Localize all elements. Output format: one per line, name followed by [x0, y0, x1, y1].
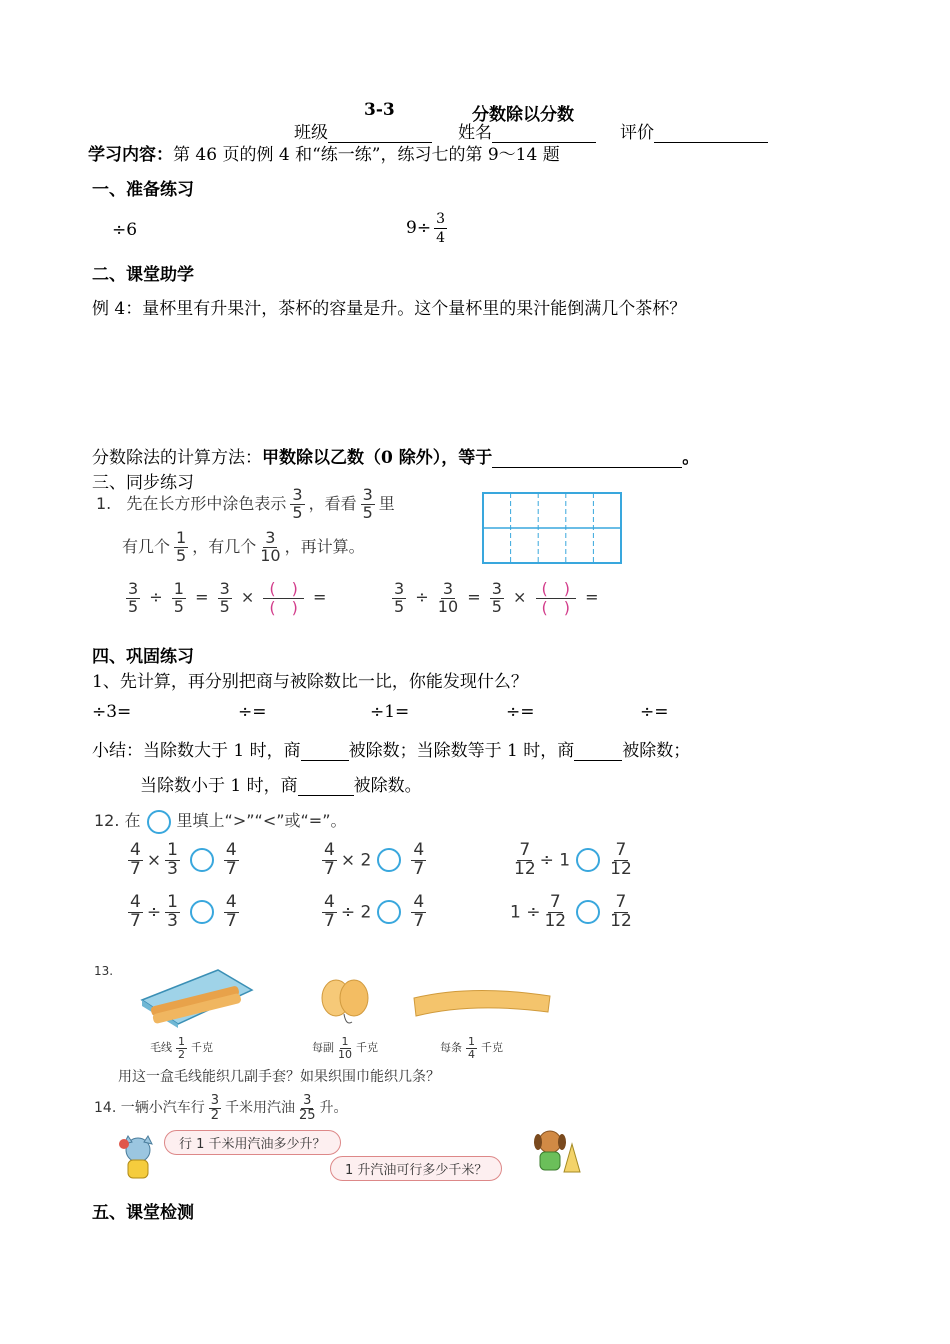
summary-text: 当除数小于 1 时，商	[140, 776, 298, 796]
summary-blank[interactable]	[298, 795, 354, 796]
fraction: $\frac{3}{5}$	[292, 485, 303, 522]
class-label: 班级	[294, 123, 328, 143]
exercise-text: ，看看	[308, 493, 357, 513]
fraction: $\frac{3}{10}$	[437, 578, 459, 616]
study-content-text: 第 46 页的例 4 和“练一练”，练习七的第 9～14 题	[173, 145, 560, 165]
operator: ×	[240, 587, 255, 607]
method-prefix: 分数除法的计算方法：	[92, 448, 262, 468]
compare-row-2a: $\frac{4}{7}$ ÷ $\frac{1}{3}$ $\frac{4}{7}$	[130, 892, 237, 931]
study-content-label: 学习内容：	[88, 145, 173, 165]
lesson-title: 分数除以分数	[472, 105, 574, 125]
fraction: $\frac{1}{5}$	[176, 528, 187, 565]
summary-text: 被除数；	[622, 741, 691, 761]
exercise-1-line2	[122, 530, 365, 565]
speech-bubble-dog: 1 升汽油可行多少千米？	[330, 1156, 502, 1181]
section-1-title: 一、准备练习	[92, 180, 194, 200]
fraction: $\frac{1}{5}$	[173, 578, 184, 616]
gloves-label: 每副 $\frac{1}{10}$ 千克	[312, 1035, 378, 1061]
eval-label: 评价	[620, 123, 654, 143]
exercise-text: 有几个	[122, 536, 171, 556]
method-blank[interactable]	[492, 467, 682, 468]
exercise-13-number: 13.	[94, 964, 114, 978]
cat-character-image	[116, 1134, 164, 1184]
operator: =	[467, 587, 481, 607]
dog-character-image	[530, 1128, 582, 1176]
exercise-text: ，有几个	[192, 536, 257, 556]
denominator: 4	[436, 230, 445, 246]
fraction: $\frac{3}{5}$	[491, 578, 502, 616]
operator: =	[195, 587, 209, 607]
name-label: 姓名	[458, 123, 492, 143]
compare-circle[interactable]	[576, 900, 600, 924]
fraction: $\frac{3}{5}$	[394, 578, 405, 616]
operator: =	[312, 587, 327, 607]
lesson-number: 3-3	[364, 100, 395, 120]
fraction: $\frac{3}{5}$	[128, 578, 139, 616]
section-5-title: 五、课堂检测	[92, 1203, 194, 1223]
section-2-title: 二、课堂助学	[92, 265, 194, 285]
summary-text: 小结：当除数大于 1 时，商	[92, 741, 301, 761]
yarn-label: 毛线 $\frac{1}{2}$ 千克	[150, 1035, 213, 1061]
compare-row-2b: $\frac{4}{7}$ ÷ 2 $\frac{4}{7}$	[324, 892, 425, 931]
summary-text: 被除数；当除数等于 1 时，商	[348, 741, 575, 761]
summary-line-1	[92, 736, 690, 761]
compare-row-2c: 1 ÷ $\frac{7}{12}$ $\frac{7}{12}$	[510, 892, 632, 931]
compare-circle[interactable]	[377, 900, 401, 924]
section-4-title: 四、巩固练习	[92, 647, 194, 667]
calc-item: ÷=	[506, 702, 535, 722]
operator: ×	[513, 587, 527, 607]
eval-blank[interactable]	[654, 142, 768, 143]
exercise-text: 里填上“>”“<”或“=”。	[176, 811, 347, 830]
eval-field	[620, 118, 768, 143]
method-rule: 甲数除以乙数（0 除外），等于	[262, 448, 493, 468]
gloves-image	[316, 976, 376, 1028]
fraction: $\frac{3}{5}$	[362, 485, 373, 522]
prep-q2	[406, 212, 450, 245]
numerator: 3	[436, 211, 445, 227]
scarf-label: 每条 $\frac{1}{4}$ 千克	[440, 1035, 503, 1061]
exercise-text: ，再计算。	[284, 536, 365, 556]
coloring-rectangle[interactable]	[482, 492, 622, 564]
fraction: $\frac{3}{10}$	[260, 528, 281, 565]
compare-row-1b: $\frac{4}{7}$ × 2 $\frac{4}{7}$	[324, 840, 425, 879]
answer-fraction[interactable]: ( ) ( )	[263, 580, 304, 616]
fraction: $\frac{3}{5}$	[219, 578, 230, 616]
exercise-14-text: 14. 一辆小汽车行 $\frac{3}{2}$ 千米用汽油 $\frac{3}{25}$ 升。	[94, 1093, 348, 1123]
operator: ÷	[149, 587, 163, 607]
exercise-text: 12. 在	[94, 811, 141, 830]
division-method	[92, 443, 699, 468]
prep-q2-prefix: 9÷	[406, 218, 432, 238]
calc-item: ÷1=	[370, 702, 410, 722]
exercise-text: 先在长方形中涂色表示	[126, 493, 287, 513]
operator: =	[585, 587, 599, 607]
fraction	[434, 212, 447, 245]
compare-circle[interactable]	[576, 848, 600, 872]
exercise-text: 里	[378, 493, 395, 513]
compare-circle[interactable]	[190, 848, 214, 872]
compare-row-1a: $\frac{4}{7}$ × $\frac{1}{3}$ $\frac{4}{7}$	[130, 840, 237, 879]
compare-circle[interactable]	[377, 848, 401, 872]
prep-q1: ÷6	[112, 220, 138, 240]
compare-row-1c: $\frac{7}{12}$ ÷ 1 $\frac{7}{12}$	[514, 840, 632, 879]
summary-line-2	[140, 771, 422, 796]
speech-bubble-cat: 行 1 千米用汽油多少升？	[164, 1130, 341, 1155]
calc-item: ÷=	[238, 702, 267, 722]
operator: ÷	[415, 587, 429, 607]
summary-text: 被除数。	[353, 776, 422, 796]
section-3-title: 三、同步练习	[92, 473, 194, 493]
circle-icon	[147, 810, 171, 834]
equation-2	[388, 580, 599, 616]
calc-item: ÷3=	[92, 702, 132, 722]
example-4: 例 4：量杯里有升果汁，茶杯的容量是升。这个量杯里的果汁能倒满几个茶杯？	[92, 299, 687, 319]
exercise-1-line1	[96, 487, 395, 522]
summary-blank[interactable]	[301, 760, 349, 761]
summary-blank[interactable]	[574, 760, 622, 761]
scarf-image	[412, 986, 552, 1022]
yarn-box-image	[138, 966, 254, 1028]
compare-circle[interactable]	[190, 900, 214, 924]
equation-1	[122, 580, 326, 616]
exercise-number: 1.	[96, 493, 112, 513]
exercise-12-title	[94, 808, 347, 834]
exercise-13-question: 用这一盒毛线能织几副手套？如果织围巾能织几条？	[118, 1069, 440, 1085]
study-content	[88, 140, 560, 165]
method-end: 。	[682, 448, 700, 468]
consolidation-q1: 1、先计算，再分别把商与被除数比一比，你能发现什么？	[92, 672, 528, 692]
calc-item: ÷=	[640, 702, 669, 722]
answer-fraction[interactable]: ( ) ( )	[536, 580, 577, 616]
